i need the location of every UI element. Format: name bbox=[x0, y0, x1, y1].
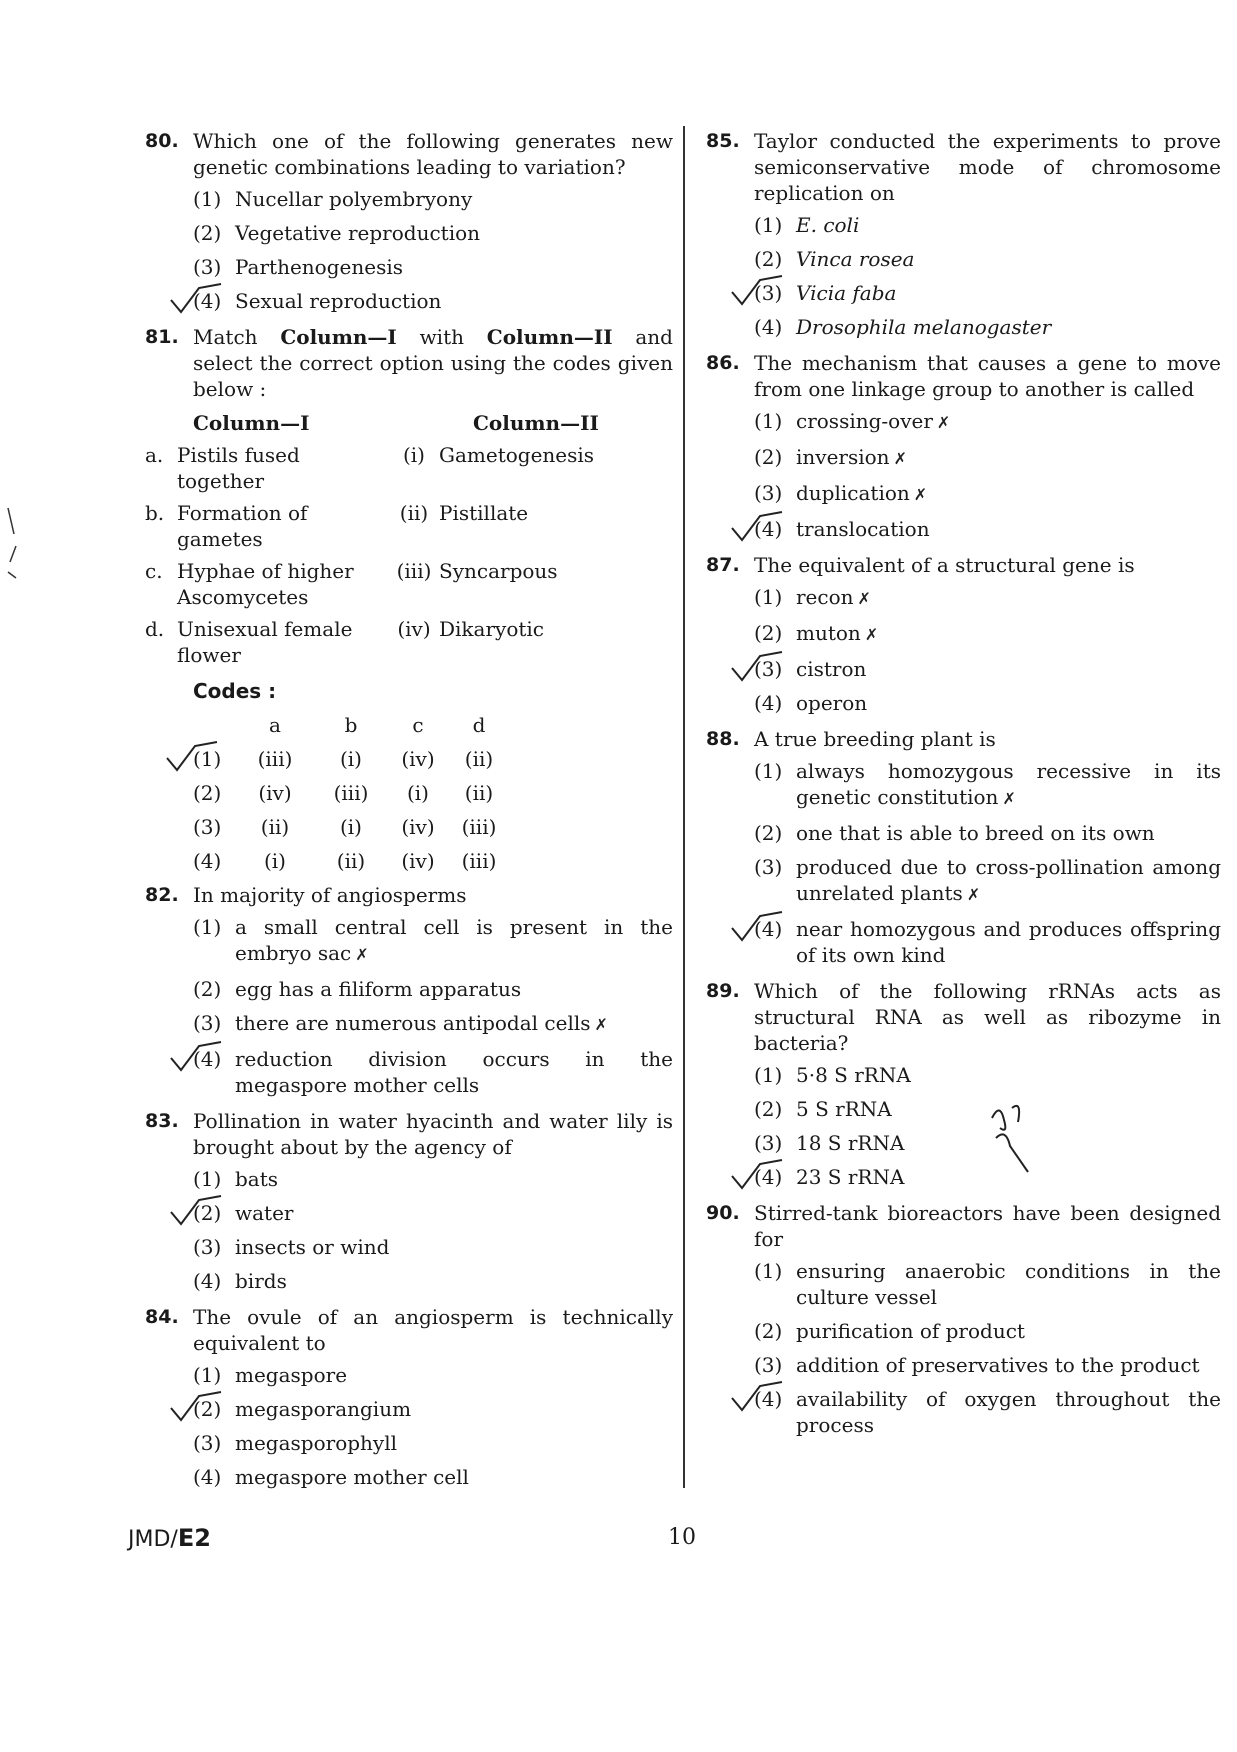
question-81 bbox=[145, 324, 673, 402]
option bbox=[193, 914, 673, 968]
option-number: (4) bbox=[193, 289, 222, 313]
question-83 bbox=[145, 1108, 673, 1160]
codes-cell: (4) bbox=[193, 849, 222, 873]
options-85 bbox=[754, 212, 1221, 340]
option bbox=[754, 820, 1221, 846]
option-text bbox=[796, 480, 1221, 508]
option-number: (3) bbox=[754, 1131, 783, 1155]
option-number: (2) bbox=[193, 977, 222, 1001]
handwritten-cross-icon: ✗ bbox=[857, 589, 871, 608]
question-86 bbox=[706, 350, 1221, 402]
handwritten-cross-icon: ✗ bbox=[936, 413, 951, 432]
codes-cell: (iii) bbox=[461, 849, 497, 873]
codes-cell: (iii) bbox=[461, 815, 497, 839]
codes-row bbox=[193, 848, 673, 874]
codes-row bbox=[193, 780, 673, 806]
option-number: (2) bbox=[754, 1319, 783, 1343]
option bbox=[754, 516, 1221, 542]
option bbox=[193, 288, 673, 314]
option bbox=[193, 1010, 673, 1038]
text-bold: Column—II bbox=[486, 325, 613, 349]
handwritten-tick-icon bbox=[730, 910, 786, 944]
option-text: addition of preservatives to the product bbox=[796, 1353, 1200, 1377]
option-number: (4) bbox=[754, 917, 783, 941]
option-number: (1) bbox=[193, 1363, 222, 1387]
option-text: Vegetative reproduction bbox=[235, 221, 481, 245]
option bbox=[754, 584, 1221, 612]
option-text: operon bbox=[796, 691, 868, 715]
question-text: Stirred-tank bioreactors have been designed for bbox=[754, 1201, 1221, 1251]
option bbox=[193, 1362, 673, 1388]
option-text-content: there are numerous antipodal cells bbox=[235, 1011, 591, 1035]
question-82 bbox=[145, 882, 673, 908]
column-2-item: Pistillate bbox=[439, 501, 529, 525]
column-2-item: Dikaryotic bbox=[439, 617, 545, 641]
column-2-heading: Column—II bbox=[473, 411, 599, 435]
option-number: (1) bbox=[754, 585, 783, 609]
handwritten-cross-icon: ✗ bbox=[355, 945, 369, 964]
option-number: (2) bbox=[754, 247, 783, 271]
question-89 bbox=[706, 978, 1221, 1056]
column-divider bbox=[683, 126, 685, 1488]
question-number: 82. bbox=[145, 884, 179, 906]
handwritten-tick-icon bbox=[730, 1158, 786, 1192]
option-text: 18 S rRNA bbox=[796, 1131, 905, 1155]
handwritten-tick-icon bbox=[169, 1194, 225, 1228]
option-text bbox=[796, 408, 1221, 436]
option bbox=[193, 1464, 673, 1490]
option-text: ensuring anaerobic conditions in the culture vessel bbox=[796, 1259, 1221, 1309]
codes-cell: (3) bbox=[193, 815, 222, 839]
options-80 bbox=[193, 186, 673, 314]
codes-cell: (i) bbox=[263, 849, 286, 873]
paper-code-set: E2 bbox=[177, 1524, 211, 1552]
option-number: (1) bbox=[754, 1259, 783, 1283]
question-85 bbox=[706, 128, 1221, 206]
option-text-content: crossing-over bbox=[796, 409, 933, 433]
option-number: (3) bbox=[754, 1353, 783, 1377]
option-text bbox=[235, 914, 673, 968]
option-number: (3) bbox=[193, 1235, 222, 1259]
options-86 bbox=[754, 408, 1221, 542]
option-number: (1) bbox=[193, 187, 222, 211]
option-text: Vicia faba bbox=[796, 281, 897, 305]
row-letter: d. bbox=[145, 617, 165, 641]
option bbox=[193, 186, 673, 212]
row-letter: c. bbox=[145, 559, 163, 583]
handwritten-tick-icon bbox=[730, 650, 786, 684]
option-text: insects or wind bbox=[235, 1235, 390, 1259]
option-text: megaspore mother cell bbox=[235, 1465, 469, 1489]
question-number: 90. bbox=[706, 1202, 740, 1224]
question-88 bbox=[706, 726, 1221, 752]
options-90 bbox=[754, 1258, 1221, 1438]
codes-cell: d bbox=[472, 713, 486, 737]
option-number: (4) bbox=[754, 1165, 783, 1189]
right-column bbox=[706, 128, 1221, 1448]
option-number: (4) bbox=[754, 1387, 783, 1411]
match-table-header bbox=[193, 410, 673, 436]
option-number: (4) bbox=[754, 691, 783, 715]
question-number: 84. bbox=[145, 1306, 179, 1328]
question-number: 83. bbox=[145, 1110, 179, 1132]
paper-code-prefix: JMD/ bbox=[128, 1527, 178, 1552]
codes-cell: c bbox=[412, 713, 424, 737]
codes-cell bbox=[193, 712, 235, 738]
roman-numeral: (iii) bbox=[396, 559, 432, 583]
options-82 bbox=[193, 914, 673, 1098]
option-text-content: always homozygous recessive in its genetic constitution bbox=[796, 759, 1221, 809]
option bbox=[754, 1318, 1221, 1344]
codes-cell: (ii) bbox=[464, 781, 494, 805]
option-text: egg has a filiform apparatus bbox=[235, 977, 522, 1001]
column-1-item: Formation of gametes bbox=[177, 501, 308, 551]
option-text bbox=[796, 854, 1221, 908]
option-text: Parthenogenesis bbox=[235, 255, 403, 279]
handwritten-tick-icon bbox=[169, 1040, 225, 1074]
question-text: In majority of angiosperms bbox=[193, 883, 467, 907]
options-87 bbox=[754, 584, 1221, 716]
question-number: 88. bbox=[706, 728, 740, 750]
option-text: cistron bbox=[796, 657, 867, 681]
handwritten-tick-icon bbox=[169, 1390, 225, 1424]
option-number: (4) bbox=[754, 517, 783, 541]
codes-cell: (i) bbox=[339, 747, 362, 771]
question-number: 89. bbox=[706, 980, 740, 1002]
option-text: megasporophyll bbox=[235, 1431, 398, 1455]
option-number: (4) bbox=[193, 1465, 222, 1489]
option-text: Vinca rosea bbox=[796, 247, 915, 271]
match-row bbox=[145, 500, 673, 552]
option-text-content: muton bbox=[796, 621, 861, 645]
codes-cell: (i) bbox=[406, 781, 429, 805]
option-text: availability of oxygen throughout the process bbox=[796, 1387, 1221, 1437]
column-1-item: Unisexual female flower bbox=[177, 617, 353, 667]
question-80 bbox=[145, 128, 673, 180]
question-number: 80. bbox=[145, 130, 179, 152]
handwritten-cross-icon: ✗ bbox=[1002, 789, 1016, 808]
question-90 bbox=[706, 1200, 1221, 1252]
codes-table bbox=[193, 712, 673, 874]
option bbox=[754, 758, 1221, 812]
text-part: and select the correct option using the codes given below : bbox=[193, 325, 673, 401]
option-number: (3) bbox=[193, 255, 222, 279]
option bbox=[193, 1046, 673, 1098]
option-number: (3) bbox=[193, 1011, 222, 1035]
option-number: (3) bbox=[754, 481, 783, 505]
option-number: (2) bbox=[193, 221, 222, 245]
handwritten-cross-icon: ✗ bbox=[913, 485, 928, 504]
text-bold: Column—I bbox=[280, 325, 397, 349]
question-87 bbox=[706, 552, 1221, 578]
column-1-heading: Column—I bbox=[193, 411, 310, 435]
option-text-content: produced due to cross-pollination among unrelated plants bbox=[796, 855, 1221, 905]
option bbox=[193, 1166, 673, 1192]
codes-cell: (ii) bbox=[336, 849, 366, 873]
option-number: (2) bbox=[754, 621, 783, 645]
question-text: The mechanism that causes a gene to move from one linkage group to another is called bbox=[754, 351, 1221, 401]
option-number: (3) bbox=[193, 1431, 222, 1455]
option bbox=[754, 444, 1221, 472]
roman-numeral: (ii) bbox=[399, 501, 429, 525]
margin-mark-icon bbox=[6, 506, 18, 586]
option-number: (2) bbox=[754, 821, 783, 845]
option-text: near homozygous and produces offspring of its own kind bbox=[796, 917, 1221, 967]
option-number: (4) bbox=[754, 315, 783, 339]
column-1-item: Pistils fused together bbox=[177, 443, 300, 493]
option-text: Sexual reproduction bbox=[235, 289, 442, 313]
option bbox=[754, 246, 1221, 272]
option-number: (4) bbox=[193, 1269, 222, 1293]
option-number: (1) bbox=[754, 1063, 783, 1087]
codes-cell: (iii) bbox=[333, 781, 369, 805]
handwritten-tick-icon bbox=[730, 510, 786, 544]
codes-cell: (iv) bbox=[401, 849, 435, 873]
option-text: Drosophila melanogaster bbox=[796, 315, 1052, 339]
codes-cell: (ii) bbox=[464, 747, 494, 771]
option bbox=[193, 1430, 673, 1456]
handwritten-cross-icon: ✗ bbox=[966, 885, 981, 904]
codes-cell: b bbox=[344, 713, 358, 737]
option-text-content: a small central cell is present in the embryo sac bbox=[235, 915, 673, 965]
handwritten-tick-icon bbox=[169, 282, 225, 316]
codes-cell: (iv) bbox=[401, 747, 435, 771]
match-row bbox=[145, 558, 673, 610]
codes-header-row bbox=[193, 712, 673, 738]
handwritten-tick-icon bbox=[165, 740, 221, 774]
option-number: (3) bbox=[754, 855, 783, 879]
options-83 bbox=[193, 1166, 673, 1294]
option-number: (4) bbox=[193, 1047, 222, 1071]
option-number: (2) bbox=[193, 1201, 222, 1225]
option-text: 5·8 S rRNA bbox=[796, 1063, 911, 1087]
option-text: megasporangium bbox=[235, 1397, 412, 1421]
options-88 bbox=[754, 758, 1221, 968]
text-part: with bbox=[396, 325, 487, 349]
option-text bbox=[796, 584, 1221, 612]
match-row bbox=[145, 442, 673, 494]
row-letter: a. bbox=[145, 443, 164, 467]
option bbox=[754, 408, 1221, 436]
match-row bbox=[145, 616, 673, 668]
question-text: Taylor conducted the experiments to prove semiconservative mode of chromosome replication on bbox=[754, 129, 1221, 205]
column-2-item: Gametogenesis bbox=[439, 443, 595, 467]
option-number: (1) bbox=[193, 1167, 222, 1191]
option bbox=[754, 480, 1221, 508]
option-text: E. coli bbox=[796, 213, 860, 237]
option-number: (1) bbox=[754, 213, 783, 237]
question-number: 87. bbox=[706, 554, 740, 576]
option-number: (1) bbox=[193, 915, 222, 939]
codes-cell: (i) bbox=[339, 815, 362, 839]
option bbox=[754, 212, 1221, 238]
option bbox=[754, 280, 1221, 306]
codes-cell: (2) bbox=[193, 781, 222, 805]
question-number: 86. bbox=[706, 352, 740, 374]
question-number: 81. bbox=[145, 326, 179, 348]
option-text bbox=[796, 444, 1221, 472]
question-text: Pollination in water hyacinth and water lily is brought about by the agency of bbox=[193, 1109, 673, 1159]
option-text bbox=[796, 620, 1221, 648]
options-84 bbox=[193, 1362, 673, 1490]
option bbox=[193, 1268, 673, 1294]
option bbox=[754, 916, 1221, 968]
option bbox=[754, 656, 1221, 682]
question-text: Which of the following rRNAs acts as structural RNA as well as ribozyme in bacteria? bbox=[754, 979, 1221, 1055]
handwritten-tick-icon bbox=[730, 1380, 786, 1414]
option bbox=[754, 1386, 1221, 1438]
roman-numeral: (iv) bbox=[397, 617, 431, 641]
option bbox=[193, 976, 673, 1002]
page-number: 10 bbox=[668, 1525, 696, 1550]
option-number: (1) bbox=[754, 759, 783, 783]
row-letter: b. bbox=[145, 501, 165, 525]
option bbox=[754, 1258, 1221, 1310]
option-text: purification of product bbox=[796, 1319, 1025, 1343]
option bbox=[754, 1352, 1221, 1378]
column-1-item: Hyphae of higher Ascomycetes bbox=[177, 559, 354, 609]
roman-numeral: (i) bbox=[402, 443, 425, 467]
codes-row bbox=[193, 746, 673, 772]
option-text bbox=[796, 758, 1221, 812]
option bbox=[754, 1062, 1221, 1088]
question-text: A true breeding plant is bbox=[754, 727, 996, 751]
question-text: Which one of the following generates new genetic combinations leading to variation? bbox=[193, 129, 673, 179]
handwritten-cross-icon: ✗ bbox=[864, 625, 879, 644]
column-2-item: Syncarpous bbox=[439, 559, 558, 583]
question-text: The equivalent of a structural gene is bbox=[754, 553, 1135, 577]
paper-code bbox=[128, 1525, 211, 1553]
option-text: Nucellar polyembryony bbox=[235, 187, 473, 211]
option bbox=[754, 314, 1221, 340]
codes-cell: a bbox=[269, 713, 281, 737]
option-text: 5 S rRNA bbox=[796, 1097, 892, 1121]
option-number: (3) bbox=[754, 281, 783, 305]
option-text: megaspore bbox=[235, 1363, 348, 1387]
option-text-content: recon bbox=[796, 585, 854, 609]
option bbox=[193, 1234, 673, 1260]
question-text: The ovule of an angiosperm is technically equivalent to bbox=[193, 1305, 673, 1355]
option bbox=[193, 1200, 673, 1226]
handwritten-scribble-icon bbox=[982, 1098, 1042, 1178]
codes-cell: (iii) bbox=[257, 747, 293, 771]
option-text: bats bbox=[235, 1167, 279, 1191]
codes-cell: (ii) bbox=[260, 815, 290, 839]
option-text: birds bbox=[235, 1269, 287, 1293]
codes-cell: (iv) bbox=[258, 781, 292, 805]
option-number: (2) bbox=[754, 445, 783, 469]
option-number: (2) bbox=[754, 1097, 783, 1121]
question-text bbox=[193, 324, 673, 402]
option-number: (3) bbox=[754, 657, 783, 681]
option bbox=[754, 620, 1221, 648]
option bbox=[193, 254, 673, 280]
codes-cell: (iv) bbox=[401, 815, 435, 839]
option bbox=[193, 1396, 673, 1422]
option bbox=[754, 854, 1221, 908]
option-text: 23 S rRNA bbox=[796, 1165, 905, 1189]
codes-title: Codes : bbox=[193, 679, 277, 703]
handwritten-cross-icon: ✗ bbox=[594, 1015, 608, 1034]
option-text: one that is able to breed on its own bbox=[796, 821, 1155, 845]
option-number: (1) bbox=[754, 409, 783, 433]
option-text: translocation bbox=[796, 517, 930, 541]
text-part: Match bbox=[193, 325, 281, 349]
option-text-content: inversion bbox=[796, 445, 890, 469]
option-text-content: duplication bbox=[796, 481, 910, 505]
question-number: 85. bbox=[706, 130, 740, 152]
codes-row bbox=[193, 814, 673, 840]
codes-cell: (1) bbox=[193, 747, 222, 771]
option-text bbox=[235, 1010, 673, 1038]
left-column bbox=[145, 128, 673, 1500]
handwritten-tick-icon bbox=[730, 274, 786, 308]
option bbox=[193, 220, 673, 246]
option-text: water bbox=[235, 1201, 294, 1225]
option bbox=[754, 690, 1221, 716]
option-number: (2) bbox=[193, 1397, 222, 1421]
handwritten-cross-icon: ✗ bbox=[893, 449, 907, 468]
question-84 bbox=[145, 1304, 673, 1356]
option-text: reduction division occurs in the megaspore mother cells bbox=[235, 1047, 673, 1097]
